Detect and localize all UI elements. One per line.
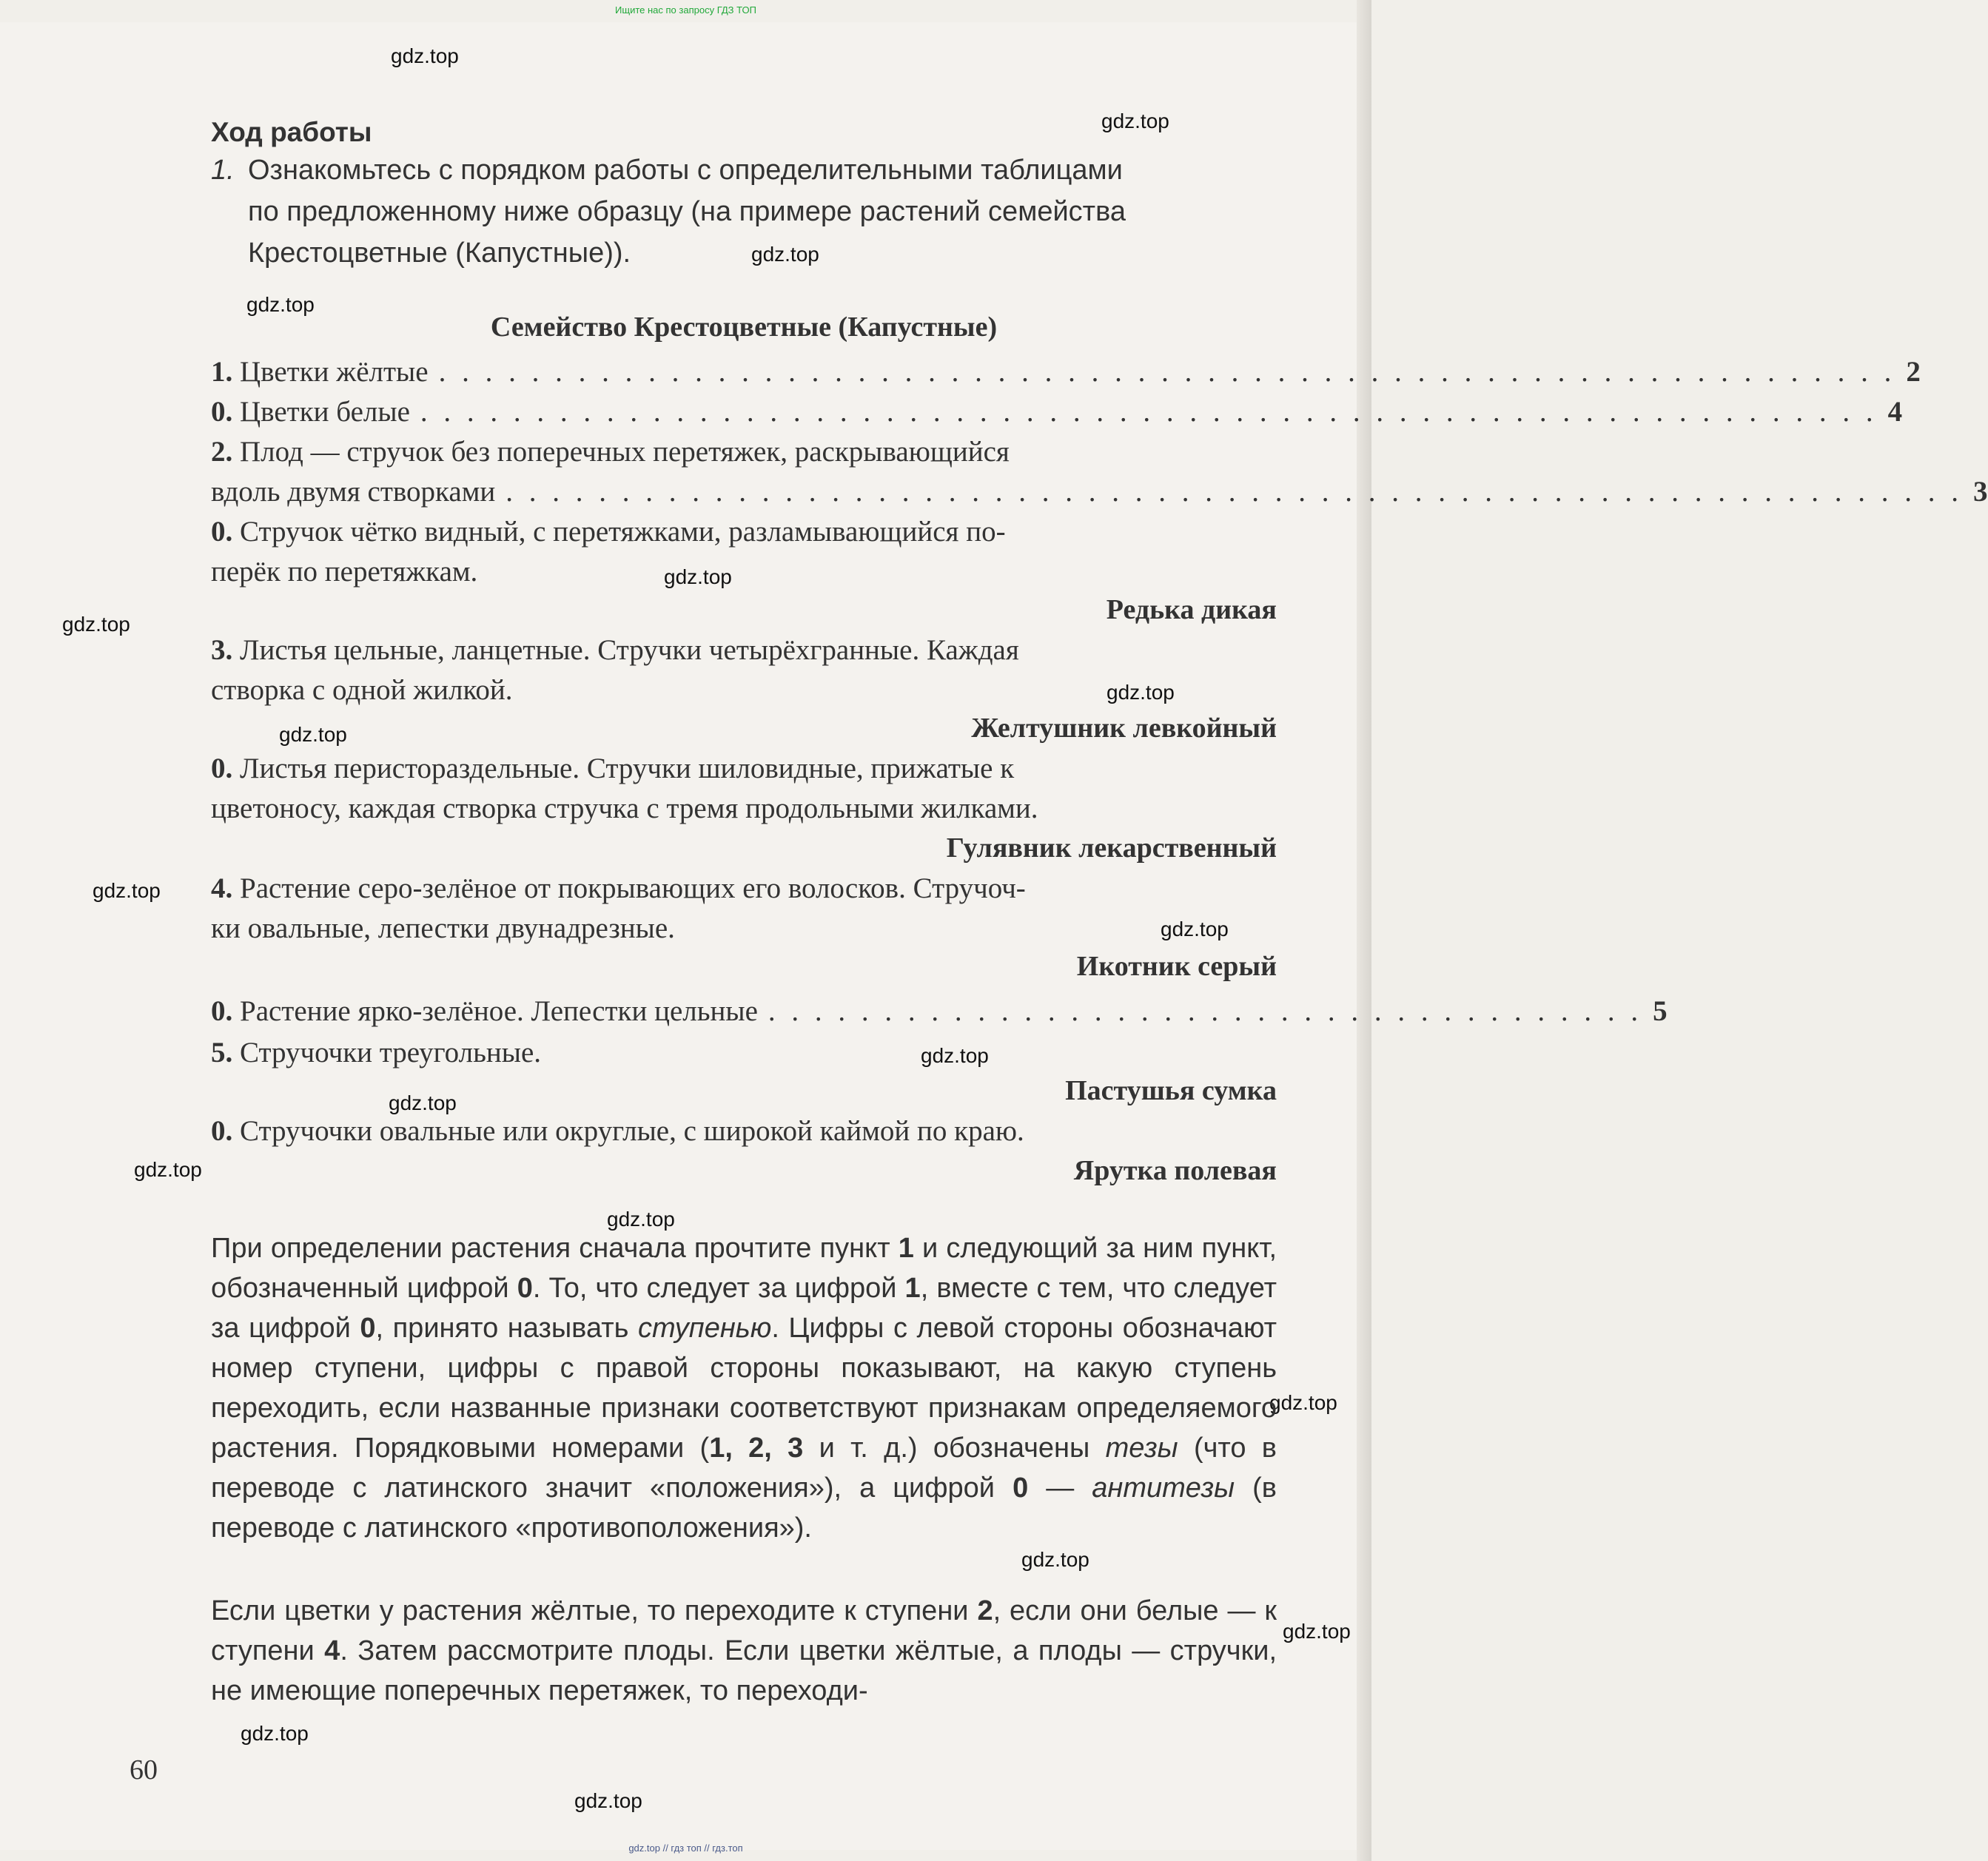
plant-name: Пастушья сумка bbox=[1065, 1075, 1277, 1106]
step-text: Стручочки треугольные. bbox=[240, 1037, 542, 1069]
watermark: gdz.top bbox=[241, 1722, 309, 1745]
watermark: gdz.top bbox=[1161, 918, 1229, 940]
step-number: 0. bbox=[211, 753, 233, 784]
leader-dots: . . . . . . . . . . . . . . . . . . . . . . . . . . . . . . . . . . . . . . bbox=[768, 995, 1643, 1027]
step-text: ки овальные, лепестки двунадрезные. bbox=[211, 912, 675, 944]
goto-step: 4 bbox=[1887, 396, 1903, 428]
step-text: Стручок чётко видный, с перетяжками, разламывающийся по- bbox=[240, 516, 1006, 548]
watermark: gdz.top bbox=[391, 44, 459, 67]
step-number: 2. bbox=[211, 436, 233, 468]
explanation-paragraph: При определении растения сначала прочтите пункт 1 и следующий за ним пункт, обозначенный цифрой 0. То, что следует за цифрой 1, вместе с тем, что следует за цифрой 0, принято называть ступенью. Цифры с левой стороны обозначают номер ступени, цифры с правой стороны показывают, на какую ступень переходить, если названные признаки соответствуют признакам определяемого растения. Порядковыми номерами (1, 2, 3 и т. д.) обозначены тезы (что в переводе с латинского значит «положения»), а цифрой 0 — антитезы (в переводе с латинского «противоположения»). bbox=[211, 1233, 1277, 1544]
key-step bbox=[211, 392, 1903, 432]
step-text: Растение ярко-зелёное. Лепестки цельные bbox=[240, 995, 758, 1027]
step-number: 5. bbox=[211, 1037, 233, 1069]
watermark: gdz.top bbox=[1107, 681, 1175, 704]
leader-dots: . . . . . . . . . . . . . . . . . . . . . . . . . . . . . . . . . . . . . . . . . . . . . . . . . . . . . . . . . . . . . . . bbox=[438, 356, 1896, 388]
step-text: Стручочки овальные или округлые, с широкой каймой по краю. bbox=[240, 1115, 1024, 1147]
key-step bbox=[211, 869, 1277, 949]
page-number: 60 bbox=[130, 1754, 158, 1786]
step-text: Листья перистораздельные. Стручки шиловидные, прижатые к bbox=[240, 753, 1015, 784]
plant-name: Икотник серый bbox=[1076, 951, 1277, 982]
step-text: перёк по перетяжкам. bbox=[211, 556, 478, 588]
step-text: Листья цельные, ланцетные. Стручки четырёхгранные. Каждая bbox=[240, 634, 1019, 666]
section-heading: Ход работы bbox=[211, 117, 372, 147]
goto-step: 2 bbox=[1906, 356, 1921, 388]
step-text: цветоносу, каждая створка стручка с тремя продольными жилками. bbox=[211, 792, 1038, 824]
plant-name: Желтушник левкойный bbox=[971, 713, 1277, 744]
key-step bbox=[211, 1111, 1277, 1151]
intro-number: 1. bbox=[211, 155, 235, 186]
step-number: 0. bbox=[211, 396, 233, 428]
key-step bbox=[211, 1033, 1277, 1073]
watermark: gdz.top bbox=[93, 879, 161, 902]
goto-step: 3 bbox=[1973, 476, 1988, 508]
watermark: gdz.top bbox=[607, 1208, 675, 1231]
top-banner: Ищите нас по запросу ГДЗ ТОП bbox=[615, 4, 756, 16]
key-step bbox=[211, 749, 1277, 829]
watermark: gdz.top bbox=[1269, 1391, 1337, 1414]
key-step bbox=[211, 432, 1988, 512]
goto-step: 5 bbox=[1653, 995, 1668, 1027]
watermark: gdz.top bbox=[246, 293, 315, 316]
watermark: gdz.top bbox=[921, 1044, 989, 1067]
step-number: 0. bbox=[211, 995, 233, 1027]
key-step bbox=[211, 992, 1668, 1032]
plant-name: Гулявник лекарственный bbox=[946, 832, 1277, 864]
watermark: gdz.top bbox=[1021, 1548, 1089, 1571]
step-number: 0. bbox=[211, 1115, 233, 1147]
watermark: gdz.top bbox=[664, 565, 732, 588]
watermark: gdz.top bbox=[62, 613, 130, 636]
leader-dots: . . . . . . . . . . . . . . . . . . . . . . . . . . . . . . . . . . . . . . . . . . . . . . . . . . . . . . . . . . . . . . . bbox=[420, 396, 1878, 428]
intro-line: по предложенному ниже образцу (на примере растений семейства bbox=[248, 196, 1126, 227]
key-step bbox=[211, 630, 1277, 710]
leader-dots: . . . . . . . . . . . . . . . . . . . . . . . . . . . . . . . . . . . . . . . . . . . . . . . . . . . . . . . . . . . . . . . bbox=[506, 476, 1964, 508]
watermark: gdz.top bbox=[574, 1789, 642, 1812]
watermark: gdz.top bbox=[1101, 110, 1169, 132]
key-step bbox=[211, 352, 1921, 392]
step-number: 1. bbox=[211, 356, 233, 388]
page-edge bbox=[1357, 0, 1371, 1861]
intro-instruction bbox=[211, 149, 1277, 274]
bottom-banner: gdz.top // гдз топ // гдз.топ bbox=[628, 1843, 743, 1854]
intro-line: Ознакомьтесь с порядком работы с определительными таблицами bbox=[248, 155, 1123, 186]
watermark: gdz.top bbox=[389, 1091, 457, 1114]
plant-name: Редька дикая bbox=[1106, 594, 1277, 625]
watermark: gdz.top bbox=[134, 1158, 202, 1181]
step-number: 3. bbox=[211, 634, 233, 666]
watermark: gdz.top bbox=[1283, 1620, 1351, 1643]
step-text: Плод — стручок без поперечных перетяжек, раскрывающийся bbox=[240, 436, 1010, 468]
intro-line: Крестоцветные (Капустные)). bbox=[248, 238, 631, 269]
step-number: 4. bbox=[211, 872, 233, 904]
key-step bbox=[211, 512, 1277, 592]
step-text: Цветки жёлтые bbox=[240, 356, 429, 388]
watermark: gdz.top bbox=[279, 723, 347, 746]
family-title: Семейство Крестоцветные (Капустные) bbox=[490, 312, 998, 343]
explanation-paragraph: Если цветки у растения жёлтые, то переходите к ступени 2, если они белые — к ступени 4. Затем рассмотрите плоды. Если цветки жёлтые, а плоды — стручки, не имеющие поперечных перетяжек, то переходи- bbox=[211, 1595, 1277, 1706]
watermark: gdz.top bbox=[751, 243, 819, 266]
step-text: Цветки белые bbox=[240, 396, 410, 428]
step-text: Растение серо-зелёное от покрывающих его волосков. Стручоч- bbox=[240, 872, 1026, 904]
step-text: створка с одной жилкой. bbox=[211, 674, 513, 706]
step-text: вдоль двумя створками bbox=[211, 476, 496, 508]
step-number: 0. bbox=[211, 516, 233, 548]
plant-name: Ярутка полевая bbox=[1073, 1155, 1277, 1186]
